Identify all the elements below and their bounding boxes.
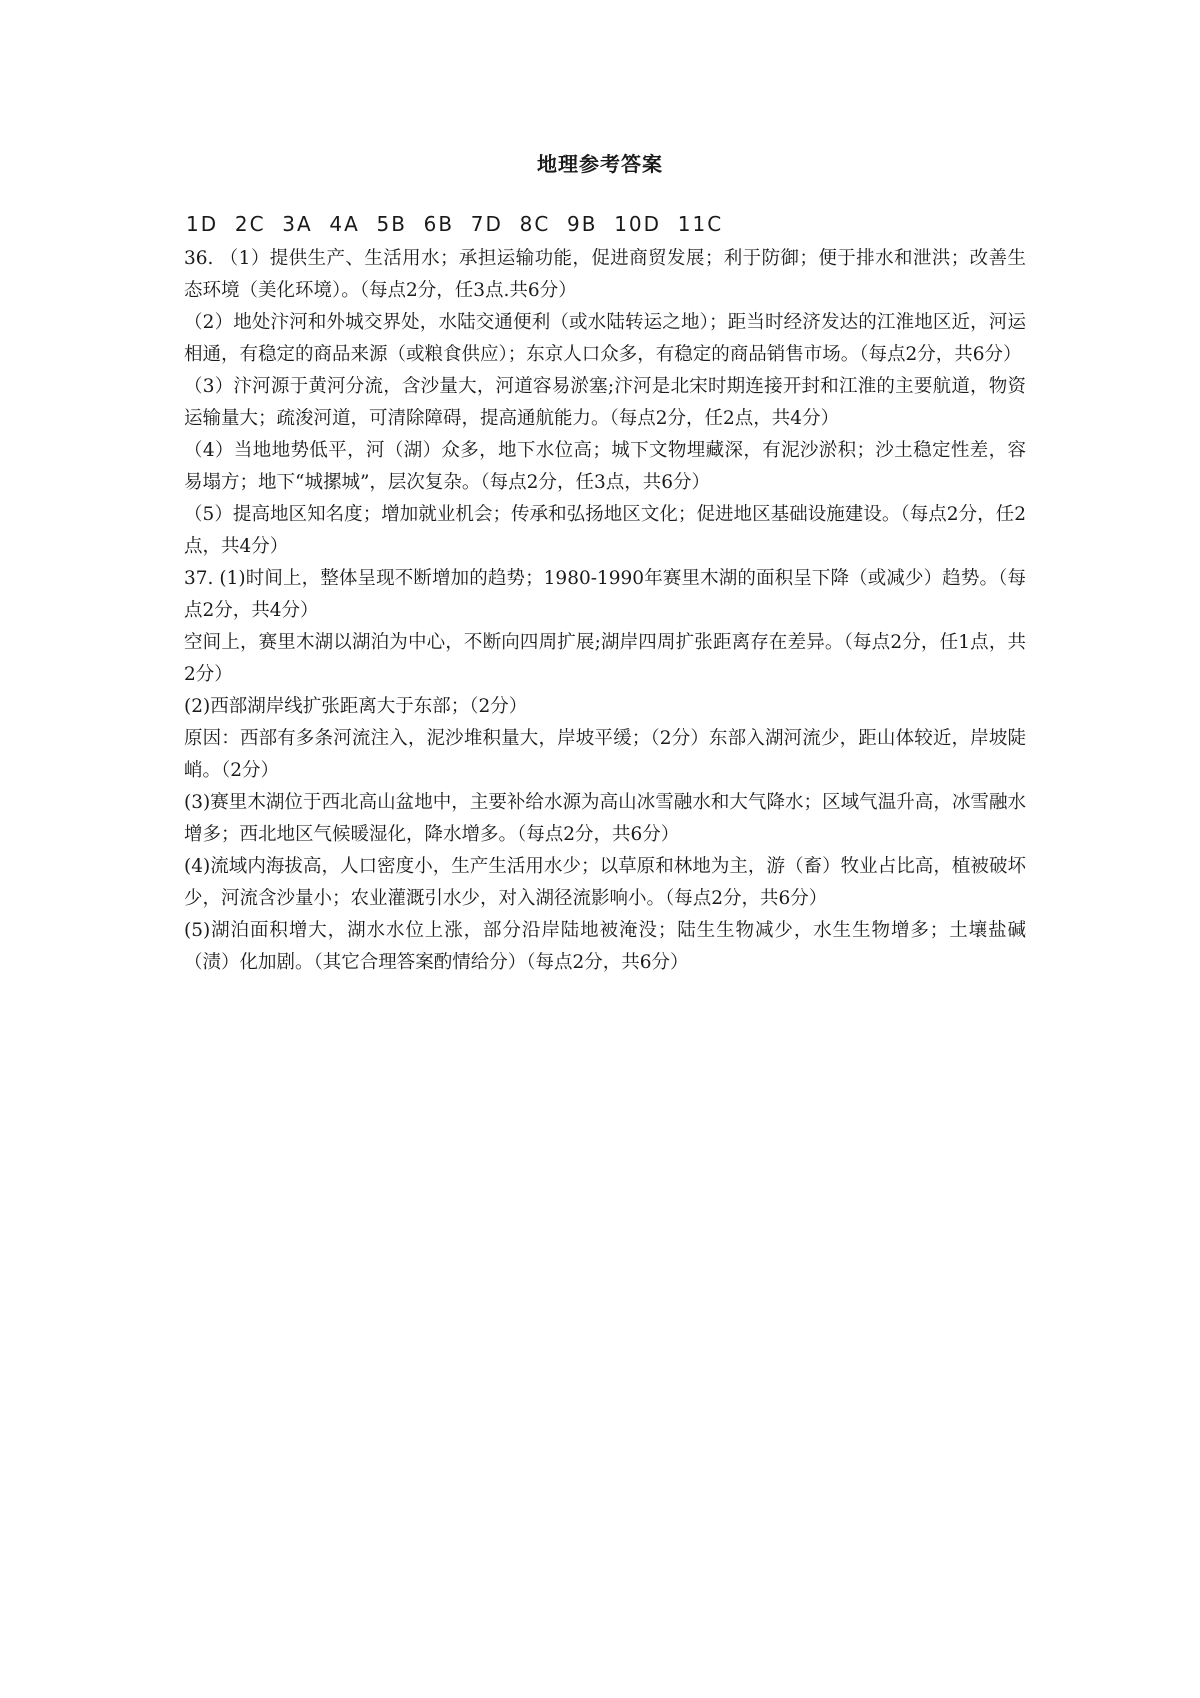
answer-paragraph: （3）汴河源于黄河分流，含沙量大，河道容易淤塞;汴河是北宋时期连接开封和江淮的主要航道，物资运输量大；疏浚河道，可清除障碍，提高通航能力。（每点2分，任2点，共4分） — [184, 376, 1026, 429]
answer-paragraph: (4)流域内海拔高，人口密度小，生产生活用水少；以草原和林地为主，游（畜）牧业占比高，植被破坏少，河流含沙量小；农业灌溉引水少，对入湖径流影响小。（每点2分，共6分） — [184, 856, 1026, 909]
answer-paragraph: 原因：西部有多条河流注入，泥沙堆积量大，岸坡平缓；（2分）东部入湖河流少，距山体较近，岸坡陡峭。（2分） — [184, 728, 1026, 781]
multiple-choice-answers: 1D 2C 3A 4A 5B 6B 7D 8C 9B 10D 11C — [186, 212, 724, 236]
answer-paragraph: （2）地处汴河和外城交界处，水陆交通便利（或水陆转运之地）；距当时经济发达的江淮地区近，河运相通，有稳定的商品来源（或粮食供应）；东京人口众多，有稳定的商品销售市场。（每点2分，共6分） — [184, 312, 1026, 365]
answer-paragraph: 37. (1)时间上，整体呈现不断增加的趋势；1980-1990年赛里木湖的面积呈下降（或减少）趋势。（每点2分，共4分） — [184, 568, 1026, 621]
answer-paragraph: (3)赛里木湖位于西北高山盆地中，主要补给水源为高山冰雪融水和大气降水；区域气温升高，冰雪融水增多；西北地区气候暖湿化，降水增多。（每点2分，共6分） — [184, 792, 1026, 845]
answer-body — [184, 243, 1026, 979]
answer-paragraph: （4）当地地势低平，河（湖）众多，地下水位高；城下文物埋藏深，有泥沙淤积；沙土稳定性差，容易塌方；地下“城摞城”，层次复杂。（每点2分，任3点，共6分） — [184, 440, 1026, 493]
answer-paragraph: 36. （1）提供生产、生活用水；承担运输功能，促进商贸发展；利于防御；便于排水和泄洪；改善生态环境（美化环境）。（每点2分，任3点.共6分） — [184, 248, 1026, 301]
answer-paragraph: 空间上，赛里木湖以湖泊为中心，不断向四周扩展;湖岸四周扩张距离存在差异。（每点2分，任1点，共2分） — [184, 632, 1026, 685]
answer-paragraph: (2)西部湖岸线扩张距离大于东部；（2分） — [184, 696, 528, 717]
answer-paragraph: (5)湖泊面积增大，湖水水位上涨，部分沿岸陆地被淹没；陆生生物减少，水生生物增多；土壤盐碱（渍）化加剧。（其它合理答案酌情给分）（每点2分，共6分） — [184, 920, 1026, 973]
answer-paragraph: （5）提高地区知名度；增加就业机会；传承和弘扬地区文化；促进地区基础设施建设。（每点2分，任2点，共4分） — [184, 504, 1026, 557]
page-title: 地理参考答案 — [537, 152, 663, 176]
